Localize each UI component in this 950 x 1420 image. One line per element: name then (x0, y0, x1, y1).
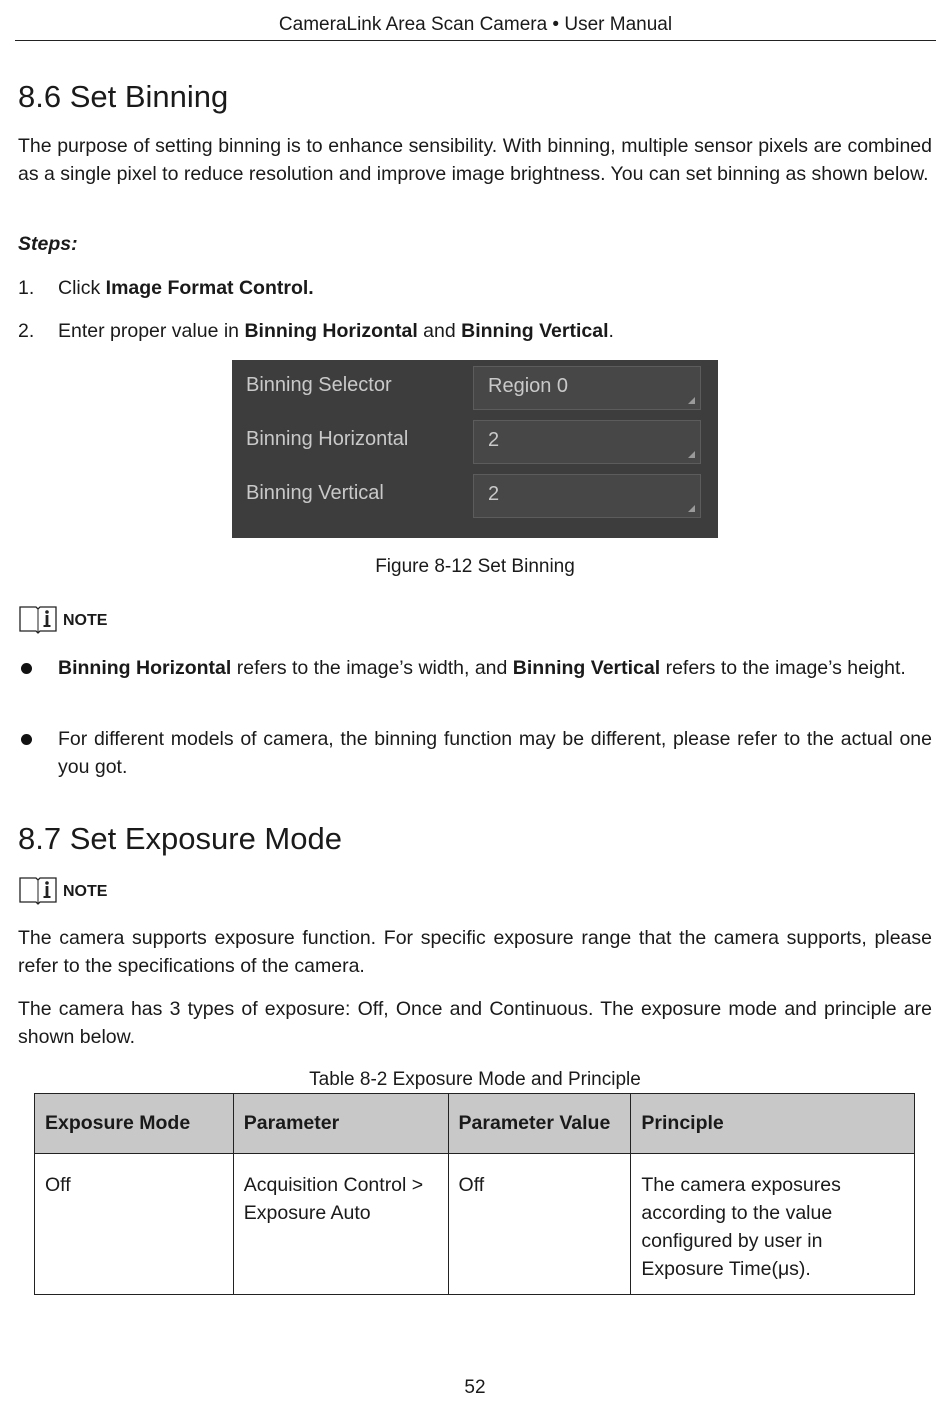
step-text: . (608, 320, 614, 342)
table-row (35, 1154, 915, 1295)
step-text: Enter proper value in (58, 320, 245, 342)
page-header (15, 10, 936, 41)
exposure-note-paragraph: The camera supports exposure function. For specific exposure range that the camera supports, please refer to the specifications of the camera. (18, 927, 932, 977)
table-cell: Acquisition Control > Exposure Auto (233, 1154, 448, 1295)
binning-vertical-input[interactable] (473, 474, 701, 518)
binning-vertical-value: 2 (488, 483, 500, 505)
binning-horizontal-label: Binning Horizontal (246, 428, 409, 450)
table-header-row (35, 1094, 915, 1154)
table-header-cell: Parameter Value (448, 1094, 631, 1154)
binning-selector-value: Region 0 (488, 375, 569, 397)
steps-label: Steps: (18, 233, 78, 255)
header-title: CameraLink Area Scan Camera • User Manual (278, 14, 673, 35)
step-number: 2. (18, 320, 35, 342)
note-label: NOTE (63, 883, 108, 900)
table-header-cell: Parameter (233, 1094, 448, 1154)
binning-vertical-label: Binning Vertical (246, 482, 384, 504)
figure-caption: Figure 8-12 Set Binning (375, 556, 575, 577)
binning-settings-figure (232, 360, 718, 538)
note-bullet-2 (18, 725, 932, 781)
binning-horizontal-row (232, 418, 718, 464)
bullet-bold-text: Binning Horizontal (58, 657, 232, 679)
bullet-dot (21, 663, 32, 674)
page-number: 52 (464, 1377, 486, 1398)
step-bold-text: Image Format Control. (105, 277, 314, 299)
table-cell: The camera exposures according to the value configured by user in Exposure Time(μs). (631, 1154, 915, 1295)
step-text: and (417, 320, 462, 342)
table-cell: Off (35, 1154, 234, 1295)
binning-selector-label: Binning Selector (246, 374, 392, 396)
table-cell: Off (448, 1154, 631, 1295)
note-bullet-1 (18, 654, 932, 682)
bullet-text: refers to the image’s height. (660, 657, 906, 679)
table-header-cell: Exposure Mode (35, 1094, 234, 1154)
section-heading-exposure: 8.7 Set Exposure Mode (18, 821, 342, 856)
step-number: 1. (18, 277, 35, 299)
table-header-cell: Principle (631, 1094, 915, 1154)
step-bold-text: Binning Horizontal (244, 320, 418, 342)
table-caption: Table 8-2 Exposure Mode and Principle (309, 1069, 641, 1090)
bullet-text: For different models of camera, the binning function may be different, please refer to the actual one you got. (58, 728, 932, 778)
step-2 (18, 317, 614, 345)
note-info-icon (18, 875, 58, 910)
bullet-bold-text: Binning Vertical (512, 657, 661, 679)
step-text: Click (58, 277, 106, 299)
note-info-icon (18, 604, 58, 639)
binning-intro-paragraph: The purpose of setting binning is to enhance sensibility. With binning, multiple sensor pixels are combined as a single pixel to reduce resolution and improve image brightness. You can set binning as shown below. (18, 135, 932, 185)
bullet-dot (21, 734, 32, 745)
binning-selector-dropdown[interactable] (473, 366, 701, 410)
step-1 (18, 274, 314, 302)
section-heading-binning: 8.6 Set Binning (18, 79, 229, 114)
exposure-mode-table (34, 1093, 915, 1295)
note-label: NOTE (63, 612, 108, 629)
dropdown-corner-icon (688, 451, 695, 458)
binning-selector-row (232, 364, 718, 410)
step-bold-text: Binning Vertical (461, 320, 609, 342)
dropdown-corner-icon (688, 505, 695, 512)
dropdown-corner-icon (688, 397, 695, 404)
binning-horizontal-input[interactable] (473, 420, 701, 464)
binning-vertical-row (232, 472, 718, 518)
exposure-types-paragraph: The camera has 3 types of exposure: Off, Once and Continuous. The exposure mode and principle are shown below. (18, 998, 932, 1048)
bullet-text: refers to the image’s width, and (231, 657, 513, 679)
binning-horizontal-value: 2 (488, 429, 500, 451)
